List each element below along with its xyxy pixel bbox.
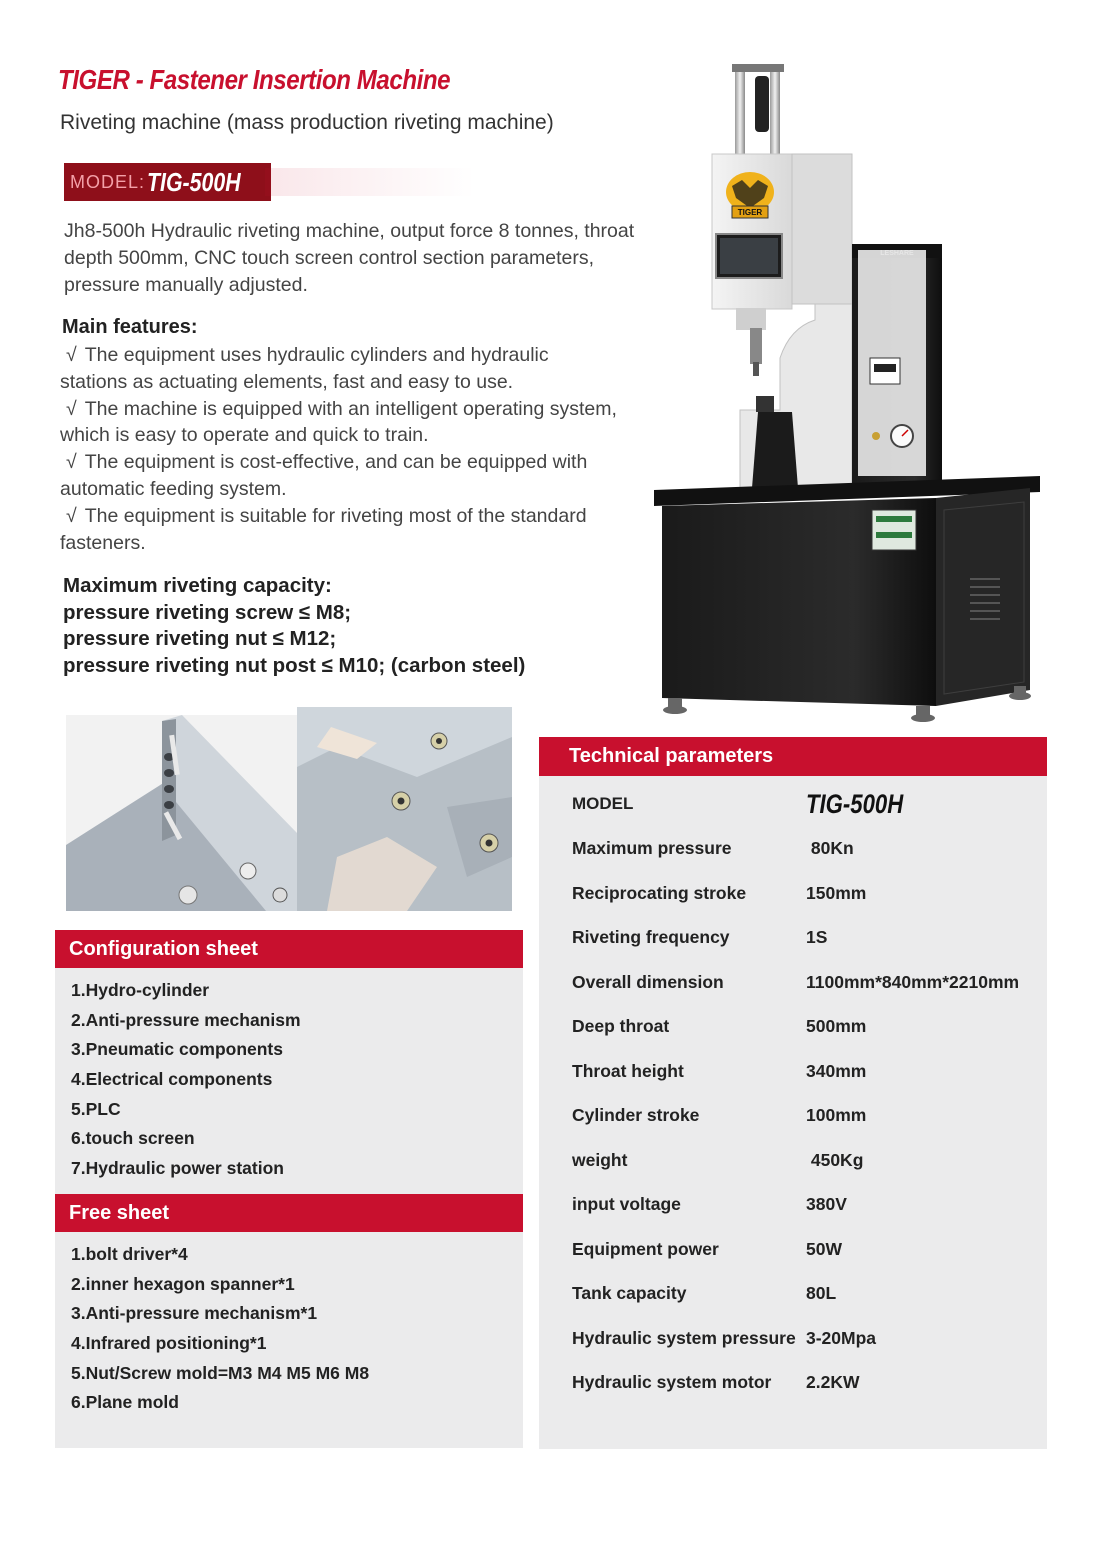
param-key: Cylinder stroke	[572, 1105, 700, 1126]
model-badge-label: MODEL:	[70, 171, 146, 192]
param-value: 1S	[806, 927, 828, 948]
list-item: 3.Anti-pressure mechanism*1	[71, 1303, 318, 1324]
table-row	[572, 916, 1042, 961]
list-item: 6.Plane mold	[71, 1392, 179, 1413]
intro-paragraph: Jh8-500h Hydraulic riveting machine, output force 8 tonnes, throat depth 500mm, CNC touch screen control section parameters, pressure manually adjusted.	[64, 220, 635, 296]
table-row	[572, 1183, 1042, 1228]
touchscreen-display	[720, 238, 778, 274]
configuration-list	[71, 976, 301, 1184]
param-value: 150mm	[806, 882, 867, 903]
param-value: 100mm	[806, 1105, 867, 1126]
rod-cap	[732, 64, 784, 72]
capacity-line: pressure riveting nut post ≤ M10; (carbon steel)	[63, 653, 526, 677]
punch-tip	[753, 362, 759, 376]
param-value: 500mm	[806, 1016, 867, 1037]
param-value: 380V	[806, 1194, 847, 1215]
param-key: Hydraulic system motor	[572, 1372, 772, 1393]
table-row	[572, 1005, 1042, 1050]
param-value: 340mm	[806, 1060, 867, 1081]
param-key: Equipment power	[572, 1238, 719, 1259]
param-key: Hydraulic system pressure	[572, 1327, 796, 1348]
table-row	[572, 1049, 1042, 1094]
list-item: 1.bolt driver*4	[71, 1244, 188, 1264]
list-item: 5.Nut/Screw mold=M3 M4 M5 M6 M8	[71, 1362, 370, 1383]
valve-knob-icon	[872, 432, 880, 440]
table-row	[572, 782, 1042, 827]
lower-arm	[752, 412, 798, 488]
table-row	[572, 1361, 1042, 1406]
list-item: 3.Pneumatic components	[71, 1039, 283, 1060]
capacity-heading: Maximum riveting capacity:	[63, 574, 332, 597]
param-value: 50W	[806, 1238, 842, 1259]
machine-illustration	[640, 58, 1060, 728]
table-row	[572, 871, 1042, 916]
table-row	[572, 1138, 1042, 1183]
anvil	[756, 396, 774, 412]
capacity-block	[63, 573, 525, 679]
machine-head-side	[792, 154, 852, 304]
features-list	[60, 342, 620, 556]
model-badge	[64, 163, 271, 201]
check-icon: √	[66, 504, 77, 527]
list-item: 1.Hydro-cylinder	[71, 980, 210, 1000]
capacity-line: pressure riveting nut ≤ M12;	[63, 627, 337, 650]
ram-block	[736, 308, 766, 330]
technical-header	[539, 737, 1047, 776]
bracket-photo-graphic	[66, 715, 297, 911]
tiger-logo-text: TIGER	[737, 208, 763, 217]
features-heading: Main features:	[62, 316, 198, 338]
param-value: 450Kg	[806, 1149, 864, 1170]
product-photo-bracket	[66, 715, 297, 911]
model-badge-decoration	[265, 168, 475, 196]
guide-rod	[735, 66, 745, 166]
param-key: Maximum pressure	[572, 838, 732, 859]
table-row	[572, 1094, 1042, 1139]
param-value: TIG-500H	[806, 788, 904, 819]
list-item: 6.touch screen	[71, 1128, 195, 1149]
configuration-title: Configuration sheet	[69, 937, 258, 960]
table-row	[572, 1227, 1042, 1272]
base-cabinet-side	[936, 488, 1030, 706]
feature-item: √ The equipment uses hydraulic cylinders and hydraulic stations as actuating elements, fast and easy to use.	[60, 344, 549, 393]
check-icon: √	[66, 397, 77, 420]
list-item: 2.inner hexagon spanner*1	[71, 1273, 295, 1294]
sticker-band	[876, 516, 912, 522]
list-item: 4.Infrared positioning*1	[71, 1333, 267, 1354]
param-key: Riveting frequency	[572, 927, 730, 948]
cylinder-top	[755, 76, 769, 132]
feature-item: √ The machine is equipped with an intelligent operating system, which is easy to operate and quick to train.	[60, 397, 617, 447]
param-key: Overall dimension	[572, 971, 724, 992]
feature-item: √ The equipment is suitable for riveting most of the standard fasteners.	[60, 504, 587, 554]
param-value: 1100mm*840mm*2210mm	[806, 971, 1020, 992]
product-photo-plate	[297, 707, 512, 911]
param-key: MODEL	[572, 794, 634, 814]
clinch-nut-icon	[431, 733, 447, 749]
param-value: 80Kn	[806, 838, 854, 859]
table-row	[572, 1316, 1042, 1361]
list-item: 5.PLC	[71, 1098, 121, 1119]
param-key: Throat height	[572, 1060, 684, 1081]
sticker-band	[876, 532, 912, 538]
param-key: Reciprocating stroke	[572, 882, 747, 903]
technical-table	[572, 782, 1042, 1405]
free-list	[71, 1240, 369, 1418]
technical-title: Technical parameters	[569, 745, 774, 767]
list-item: 2.Anti-pressure mechanism	[71, 1009, 301, 1030]
guide-rod	[770, 66, 780, 166]
param-value: 3-20Mpa	[806, 1327, 877, 1348]
plate-photo-graphic	[297, 707, 512, 911]
param-value: 2.2KW	[806, 1372, 860, 1393]
page-subtitle: Riveting machine (mass production riveting machine)	[60, 111, 554, 134]
list-item: 7.Hydraulic power station	[71, 1158, 284, 1179]
free-header	[55, 1194, 523, 1232]
configuration-header	[55, 930, 523, 968]
feature-item: √ The equipment is cost-effective, and can be equipped with automatic feeding system.	[60, 451, 588, 500]
clinch-nut-icon	[392, 792, 410, 810]
clinch-nut-icon	[480, 834, 498, 852]
param-key: input voltage	[572, 1194, 681, 1215]
tiger-logo-icon	[726, 172, 774, 218]
page-title: TIGER - Fastener Insertion Machine	[58, 64, 451, 95]
param-key: weight	[572, 1149, 628, 1170]
list-item: 4.Electrical components	[71, 1069, 273, 1090]
param-key: Deep throat	[572, 1016, 670, 1037]
table-row	[572, 960, 1042, 1005]
param-value: 80L	[806, 1283, 837, 1304]
punch	[750, 328, 762, 364]
free-title: Free sheet	[69, 1201, 170, 1224]
warning-label-graphic	[874, 364, 896, 372]
check-icon: √	[66, 344, 77, 366]
model-badge-value: TIG-500H	[147, 166, 241, 197]
table-row	[572, 827, 1042, 872]
param-key: Tank capacity	[572, 1283, 687, 1304]
capacity-line: pressure riveting screw ≤ M8;	[63, 600, 352, 624]
table-row	[572, 1272, 1042, 1317]
check-icon: √	[66, 451, 77, 474]
